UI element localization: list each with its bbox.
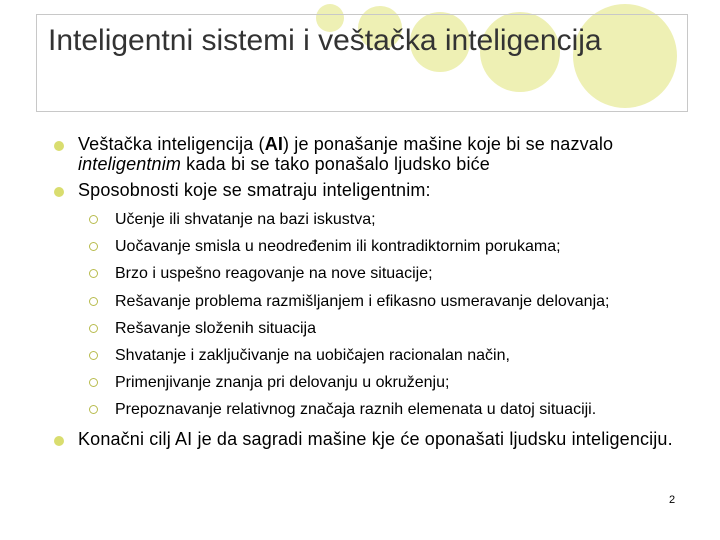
sub-bullet-dot [89, 297, 98, 306]
bullet-italic-text: inteligentnim [78, 154, 182, 174]
sub-item: Prepoznavanje relativnog značaja raznih elemenata u datoj situaciji. [115, 401, 597, 418]
sub-bullet-dot [89, 269, 98, 278]
bullet-ai-definition [78, 134, 613, 154]
sub-bullet-dot [89, 351, 98, 360]
bullet-bold-text: AI [264, 134, 284, 154]
sub-bullet-dot [89, 378, 98, 387]
bullet-dot [54, 187, 64, 197]
sub-bullet-dot [89, 242, 98, 251]
sub-item: Uočavanje smisla u neodređenim ili kontradiktornim porukama; [115, 238, 561, 255]
bullet-text: Veštačka inteligencija ( [78, 134, 265, 154]
bullet-text: kada bi se tako ponašalo ljudsko biće [181, 154, 490, 174]
sub-bullet-dot [89, 405, 98, 414]
bullet-abilities: Sposobnosti koje se smatraju inteligentnim: [78, 180, 431, 200]
bullet-ai-definition-cont [78, 154, 490, 174]
sub-item: Brzo i uspešno reagovanje na nove situacije; [115, 265, 433, 282]
sub-item: Shvatanje i zaključivanje na uobičajen racionalan način, [115, 347, 510, 364]
sub-item: Rešavanje problema razmišljanjem i efikasno usmeravanje delovanja; [115, 293, 610, 310]
sub-bullet-dot [89, 215, 98, 224]
bullet-text: ) je ponašanje mašine koje bi se nazvalo [283, 134, 614, 154]
bullet-dot [54, 436, 64, 446]
sub-item: Rešavanje složenih situacija [115, 320, 316, 337]
bullet-ultimate-goal: Konačni cilj AI je da sagradi mašine kje će oponašati ljudsku inteligenciju. [78, 429, 673, 449]
sub-bullet-dot [89, 324, 98, 333]
slide-title: Inteligentni sistemi i veštačka inteligencija [48, 24, 602, 57]
page-number: 2 [669, 494, 676, 506]
bullet-dot [54, 141, 64, 151]
sub-item: Primenjivanje znanja pri delovanju u okruženju; [115, 374, 450, 391]
sub-item: Učenje ili shvatanje na bazi iskustva; [115, 211, 376, 228]
